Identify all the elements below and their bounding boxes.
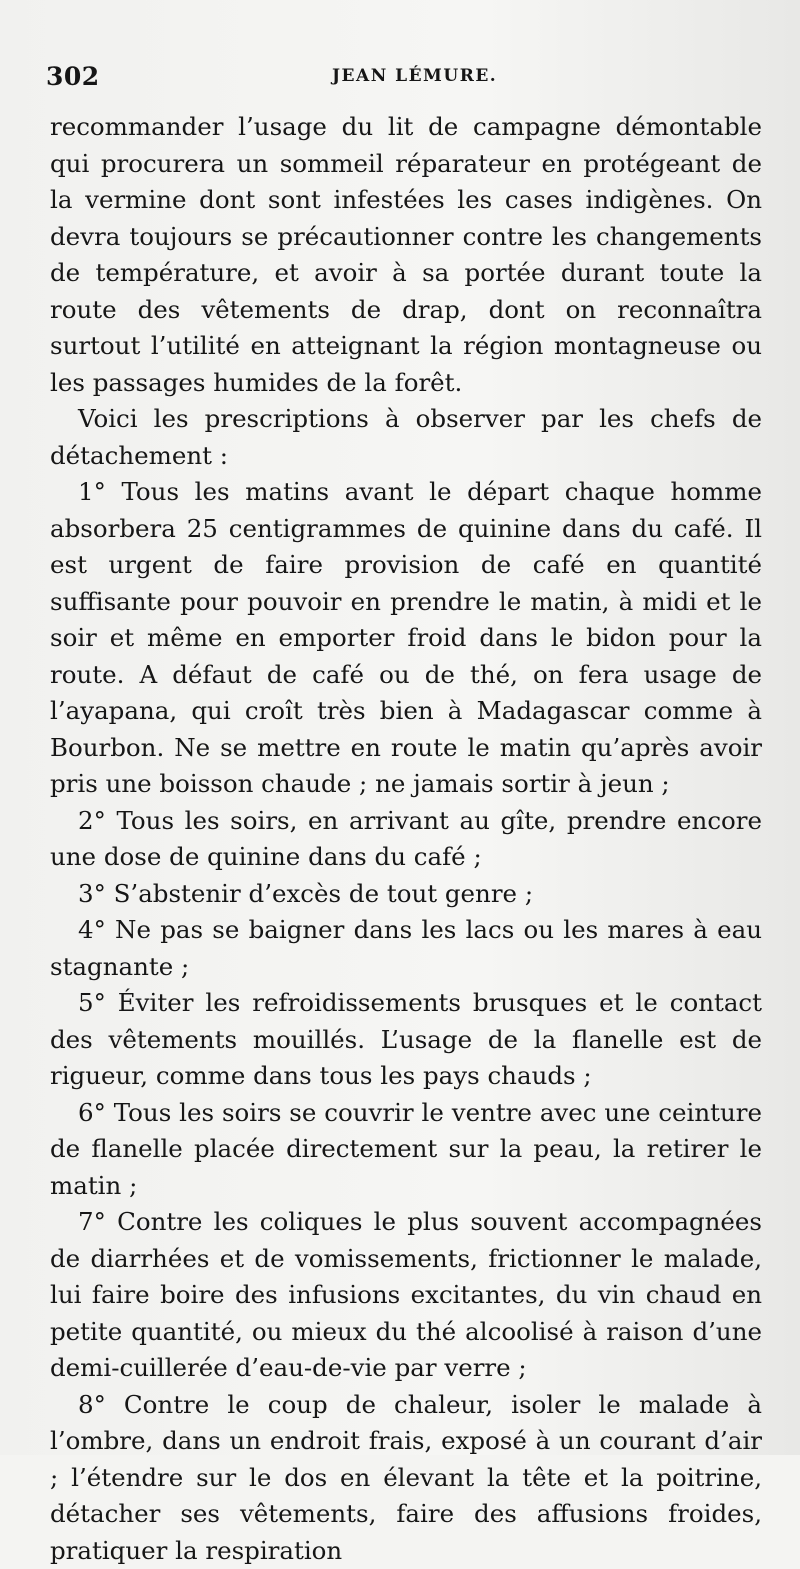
- prescription-item-3: 3° S’abstenir d’excès de tout genre ;: [50, 876, 762, 913]
- paragraph-intro: Voici les prescriptions à observer par les chefs de détachement :: [50, 401, 762, 474]
- running-title: JEAN LÉMURE.: [332, 66, 497, 86]
- body-text: [50, 109, 762, 1569]
- prescription-item-2: 2° Tous les soirs, en arrivant au gîte, prendre encore une dose de quinine dans du café ;: [50, 803, 762, 876]
- prescription-item-1: 1° Tous les matins avant le départ chaque homme absorbera 25 centigrammes de quinine dans du café. Il est urgent de faire provision de café en quantité suffisante pour pouvoir en prendre le matin, à midi et le soir et même en emporter froid dans le bidon pour la route. A défaut de café ou de thé, on fera usage de l’ayapana, qui croît très bien à Madagascar comme à Bourbon. Ne se mettre en route le matin qu’après avoir pris une boisson chaude ; ne jamais sortir à jeun ;: [50, 474, 762, 803]
- prescription-item-8: 8° Contre le coup de chaleur, isoler le malade à l’ombre, dans un endroit frais, exposé à un courant d’air ; l’étendre sur le dos en élevant la tête et la poitrine, détacher ses vêtements, faire des affusions froides, pratiquer la respiration: [50, 1387, 762, 1569]
- prescription-item-5: 5° Éviter les refroidissements brusques et le contact des vêtements mouillés. L’usage de la flanelle est de rigueur, comme dans tous les pays chauds ;: [50, 985, 762, 1095]
- prescription-item-6: 6° Tous les soirs se couvrir le ventre avec une ceinture de flanelle placée directement sur la peau, la retirer le matin ;: [50, 1095, 762, 1205]
- prescription-item-7: 7° Contre les coliques le plus souvent accompagnées de diarrhées et de vomissements, frictionner le malade, lui faire boire des infusions excitantes, du vin chaud en petite quantité, ou mieux du thé alcoolisé à raison d’une demi-cuillerée d’eau-de-vie par verre ;: [50, 1204, 762, 1387]
- paragraph-continuation: recommander l’usage du lit de campagne démontable qui procurera un sommeil réparateur en protégeant de la vermine dont sont infestées les cases indigènes. On devra toujours se précautionner contre les changements de température, et avoir à sa portée durant toute la route des vêtements de drap, dont on reconnaîtra surtout l’utilité en atteignant la région montagneuse ou les passages humides de la forêt.: [50, 109, 762, 401]
- prescription-item-4: 4° Ne pas se baigner dans les lacs ou les mares à eau stagnante ;: [50, 912, 762, 985]
- page-number: 302: [46, 62, 100, 91]
- page-header: [46, 62, 760, 102]
